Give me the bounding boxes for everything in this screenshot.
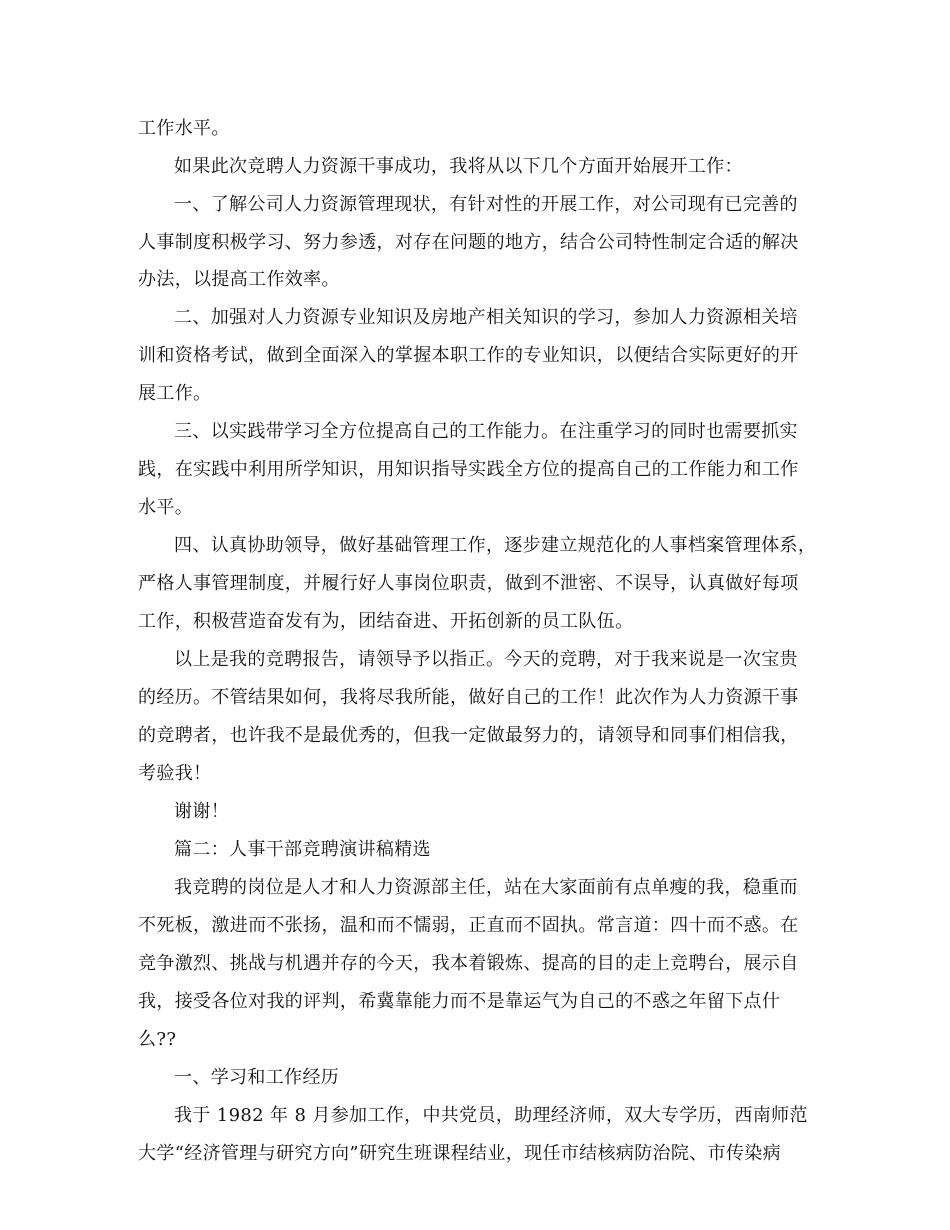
text-line: 我于 1982 年 8 月参加工作，中共党员，助理经济师，双大专学历，西南师范 <box>174 1105 808 1126</box>
text-line: 大学“经济管理与研究方向”研究生班课程结业，现任市结核病防治院、市传染病 <box>138 1143 782 1164</box>
text-line: 我竞聘的岗位是人才和人力资源部主任，站在大家面前有点单瘦的我，稳重而 <box>174 877 798 898</box>
text-line: 展工作。 <box>138 383 212 404</box>
text-line: 谢谢！ <box>174 801 230 822</box>
text-line: 不死板，激进而不张扬，温和而不懦弱，正直而不固执。常言道：四十而不惑。在 <box>138 915 799 936</box>
section-heading: 篇二：人事干部竞聘演讲稿精选 <box>174 839 431 860</box>
text-line: 以上是我的竞聘报告，请领导予以指正。今天的竞聘，对于我来说是一次宝贵 <box>174 649 798 670</box>
text-line: 工作水平。 <box>138 118 230 139</box>
text-line: 四、认真协助领导，做好基础管理工作，逐步建立规范化的人事档案管理体系， <box>174 535 817 556</box>
text-line: 人事制度积极学习、努力参透，对存在问题的地方，结合公司特性制定合适的解决 <box>138 232 799 253</box>
text-line: 严格人事管理制度，并履行好人事岗位职责，做到不泄密、不误导，认真做好每项 <box>138 573 799 594</box>
text-line: 办法，以提高工作效率。 <box>138 269 340 290</box>
text-line: 三、以实践带学习全方位提高自己的工作能力。在注重学习的同时也需要抓实 <box>174 421 798 442</box>
text-line: 一、了解公司人力资源管理现状，有针对性的开展工作，对公司现有已完善的 <box>174 194 798 215</box>
text-line: 考验我！ <box>138 763 212 784</box>
text-line: 践，在实践中利用所学知识，用知识指导实践全方位的提高自己的工作能力和工作 <box>138 459 799 480</box>
text-line: 的竞聘者，也许我不是最优秀的，但我一定做最努力的，请领导和同事们相信我， <box>138 725 799 746</box>
text-line: 竞争激烈、挑战与机遇并存的今天，我本着锻炼、提高的目的走上竞聘台，展示自 <box>138 953 799 974</box>
text-line: 的经历。不管结果如何，我将尽我所能，做好自己的工作！此次作为人力资源干事 <box>138 687 799 708</box>
subsection-heading: 一、学习和工作经历 <box>174 1067 340 1088</box>
text-line: 工作，积极营造奋发有为，团结奋进、开拓创新的员工队伍。 <box>138 611 634 632</box>
text-line: 么?? <box>138 1029 177 1050</box>
text-line: 二、加强对人力资源专业知识及房地产相关知识的学习，参加人力资源相关培 <box>174 307 798 328</box>
text-line: 训和资格考试，做到全面深入的掌握本职工作的专业知识，以便结合实际更好的开 <box>138 345 799 366</box>
text-line: 我，接受各位对我的评判，希冀靠能力而不是靠运气为自己的不惑之年留下点什 <box>138 991 781 1012</box>
text-line: 水平。 <box>138 497 194 518</box>
text-line: 如果此次竞聘人力资源干事成功，我将从以下几个方面开始展开工作： <box>174 156 743 177</box>
